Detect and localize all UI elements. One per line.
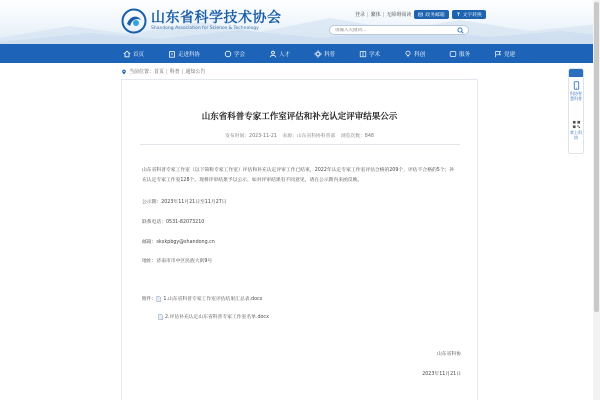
qr-code-icon (572, 120, 581, 129)
nav-item-party[interactable]: 党建 (494, 44, 515, 63)
attachment-label: 附件： (142, 297, 157, 302)
document-icon (156, 296, 161, 302)
sidebar-top-bar (569, 69, 583, 77)
scrollbar-thumb[interactable] (594, 2, 599, 312)
top-links: 登录 | 繁体 | 无障碍阅读 政务邮箱 文字转换 (355, 10, 486, 19)
site-header (0, 0, 600, 44)
org-name-en: Shandong Association for Science & Technology (151, 26, 259, 31)
person-icon (269, 50, 277, 58)
nav-item-innovation[interactable]: 科创 (404, 44, 425, 63)
article-source: 来源：山东省科协科普部 (282, 134, 336, 139)
nav-item-service[interactable]: 服务 (449, 44, 470, 63)
sidebar-smart-popsci[interactable]: 科协智慧科普 (569, 81, 583, 101)
search-box (329, 25, 469, 35)
article-panel (121, 79, 478, 400)
search-input[interactable] (330, 28, 455, 33)
atom-icon (314, 50, 322, 58)
nav-item-academic[interactable]: 学术 (359, 44, 380, 63)
nav-item-about[interactable]: 走进科协 (168, 44, 200, 63)
nav-item-popsci[interactable]: 科普 (314, 44, 335, 63)
building-icon (168, 50, 176, 58)
attachment-link-2[interactable]: 2.评估补充认定山东省科普专家工作室名单.docx (165, 315, 269, 320)
location-icon (121, 69, 127, 75)
breadcrumb-notices[interactable]: 通知公告 (185, 69, 206, 75)
traditional-chinese-link[interactable]: 繁体 (370, 12, 381, 18)
service-icon (449, 50, 457, 58)
nav-item-talent[interactable]: 人才 (269, 44, 290, 63)
site-logo[interactable] (121, 6, 282, 36)
article-meta (122, 132, 477, 139)
login-link[interactable]: 登录 (355, 12, 366, 18)
contact-phone: 联系电话：0531-82073210 (142, 220, 205, 225)
floating-sidebar (568, 68, 584, 154)
contact-email: 邮箱：skxkpbgy@shandong.cn (142, 240, 215, 245)
main-nav (0, 44, 600, 63)
search-icon[interactable] (457, 27, 464, 34)
article-paragraph: 山东省科普专家工作室（以下简称专家工作室）评估和补充认定评审工作已结束，2022年认定专家工作室评估合格的209个，评估不合格的5个；补充认定专家工作室128个。现将评审结果予以公示，如对评审结果有不同意见，请在公示期内来函反映。 (142, 168, 455, 183)
page-scrollbar[interactable] (593, 0, 600, 400)
nav-item-home[interactable]: 首页 (123, 44, 144, 63)
signature: 山东省科协 (437, 352, 461, 357)
document-icon (158, 314, 163, 320)
gov-mail-label: 政务邮箱 (425, 13, 445, 18)
signature-date: 2023年11月21日 (422, 372, 461, 377)
article-title: 山东省科普专家工作室评估和补充认定评审结果公示 (201, 112, 398, 122)
breadcrumb-popsci[interactable]: 科普 (169, 69, 180, 75)
home-icon (123, 50, 131, 58)
title-divider (140, 144, 460, 145)
org-name-cn: 山东省科学技术协会 (151, 10, 282, 26)
contact-address: 地址：济南市市中区民族大街9号 (142, 259, 213, 264)
nav-item-societies[interactable]: 学会 (224, 44, 245, 63)
text-convert-label: 文字转换 (462, 13, 482, 18)
attachment-item (158, 313, 269, 320)
lightbulb-icon (404, 50, 412, 58)
breadcrumb-label: 当前位置： (129, 69, 155, 75)
publish-time: 发布时间：2023-11-21 (225, 134, 277, 139)
attachment-item (142, 295, 263, 302)
text-convert-button[interactable] (452, 10, 486, 19)
sast-logo-icon (121, 8, 147, 34)
breadcrumb-home[interactable]: 首页 (154, 69, 165, 75)
book-icon (359, 50, 367, 58)
gov-mail-button[interactable] (414, 10, 448, 19)
accessibility-link[interactable]: 无障碍阅读 (386, 12, 412, 18)
view-count: 浏览次数：848 (340, 134, 374, 139)
mountain-banner-decoration (0, 0, 600, 44)
attachment-link-1[interactable]: 1.山东省科普专家工作室评估结果汇总表.docx (163, 297, 263, 302)
sidebar-mobile-sast[interactable]: 掌上科协 (569, 120, 583, 140)
society-icon (224, 50, 232, 58)
mail-icon (418, 12, 423, 17)
breadcrumb: 当前位置： 首页 | 科普 | 通知公告 (121, 68, 205, 75)
publicity-period: 公示期：2023年11月21日至11月27日 (142, 200, 227, 205)
phone-icon (572, 81, 581, 90)
text-convert-icon (456, 12, 461, 17)
flag-icon (494, 50, 502, 58)
